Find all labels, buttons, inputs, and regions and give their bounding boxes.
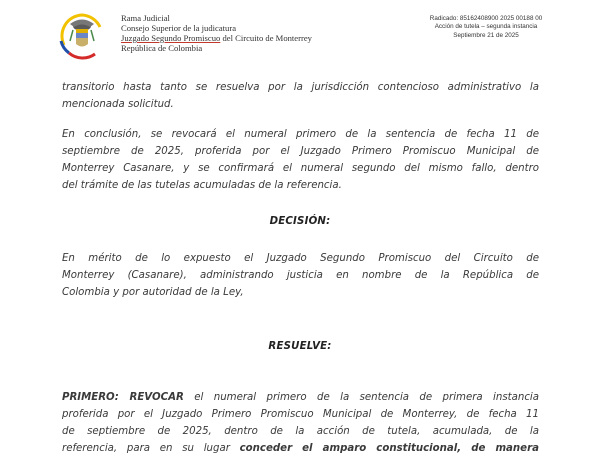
paragraph-conclusion bbox=[62, 126, 539, 194]
court-line-juzgado bbox=[121, 33, 312, 43]
court-name-underlined: Juzgado Segundo Promiscuo bbox=[121, 33, 221, 43]
paragraph-line: En conclusión, se revocará el numeral primero de la sentencia de fecha 11 de bbox=[62, 129, 539, 140]
resuelve-heading: RESUELVE: bbox=[268, 341, 332, 352]
case-reference bbox=[420, 15, 552, 40]
case-radicado: Radicado: 85162408900 2025 00188 00 bbox=[429, 15, 543, 22]
court-name-rest: del Circuito de Monterrey bbox=[220, 33, 312, 43]
decision-heading: DECISIÓN: bbox=[269, 216, 331, 227]
colombia-seal-icon bbox=[57, 11, 107, 61]
paragraph-line: septiembre de 2025, proferida por el Juzgado Primero Promiscuo Municipal de bbox=[62, 146, 539, 157]
paragraph-text: referencia, para en su lugar bbox=[62, 443, 240, 454]
court-line-rama: Rama Judicial bbox=[121, 13, 170, 23]
paragraph-text: el numeral primero de la sentencia de primera instancia bbox=[183, 392, 539, 403]
paragraph-line: Monterrey Casanare, y se confirmará el numeral segundo del mismo fallo, dentro bbox=[62, 163, 539, 174]
paragraph-line: proferida por el Juzgado Primero Promiscuo Municipal de Monterrey, de fecha 11 bbox=[62, 409, 539, 420]
conceder-amparo-text: conceder el amparo constitucional, de manera bbox=[239, 443, 539, 454]
paragraph-line bbox=[62, 440, 539, 457]
paragraph-line: del trámite de las tutelas acumuladas de la referencia. bbox=[62, 180, 342, 191]
paragraph-line bbox=[62, 389, 539, 406]
court-line-republica: República de Colombia bbox=[121, 43, 203, 53]
case-action: Acción de tutela – segunda instancia bbox=[434, 23, 538, 31]
court-line-consejo: Consejo Superior de la judicatura bbox=[121, 23, 237, 33]
paragraph-merito bbox=[62, 250, 539, 301]
paragraph-line: Colombia y por autoridad de la Ley, bbox=[62, 287, 244, 298]
document-header bbox=[0, 0, 600, 70]
primero-revocar-label: PRIMERO: REVOCAR bbox=[62, 392, 184, 403]
paragraph-line: mencionada solicitud. bbox=[62, 99, 174, 110]
case-date: Septiembre 21 de 2025 bbox=[453, 31, 519, 39]
paragraph-line: En mérito de lo expuesto el Juzgado Segundo Promiscuo del Circuito de bbox=[62, 253, 539, 264]
paragraph-line: de septiembre de 2025, dentro de la acción de tutela, acumulada, de la bbox=[62, 426, 539, 437]
paragraph-line: Monterrey (Casanare), administrando justicia en nombre de la República de bbox=[62, 270, 539, 281]
paragraph-primero bbox=[62, 389, 539, 457]
paragraph-transitorio bbox=[62, 79, 539, 113]
court-identification bbox=[121, 13, 312, 53]
paragraph-line: transitorio hasta tanto se resuelva por la jurisdicción contencioso administrativo la bbox=[62, 82, 539, 93]
